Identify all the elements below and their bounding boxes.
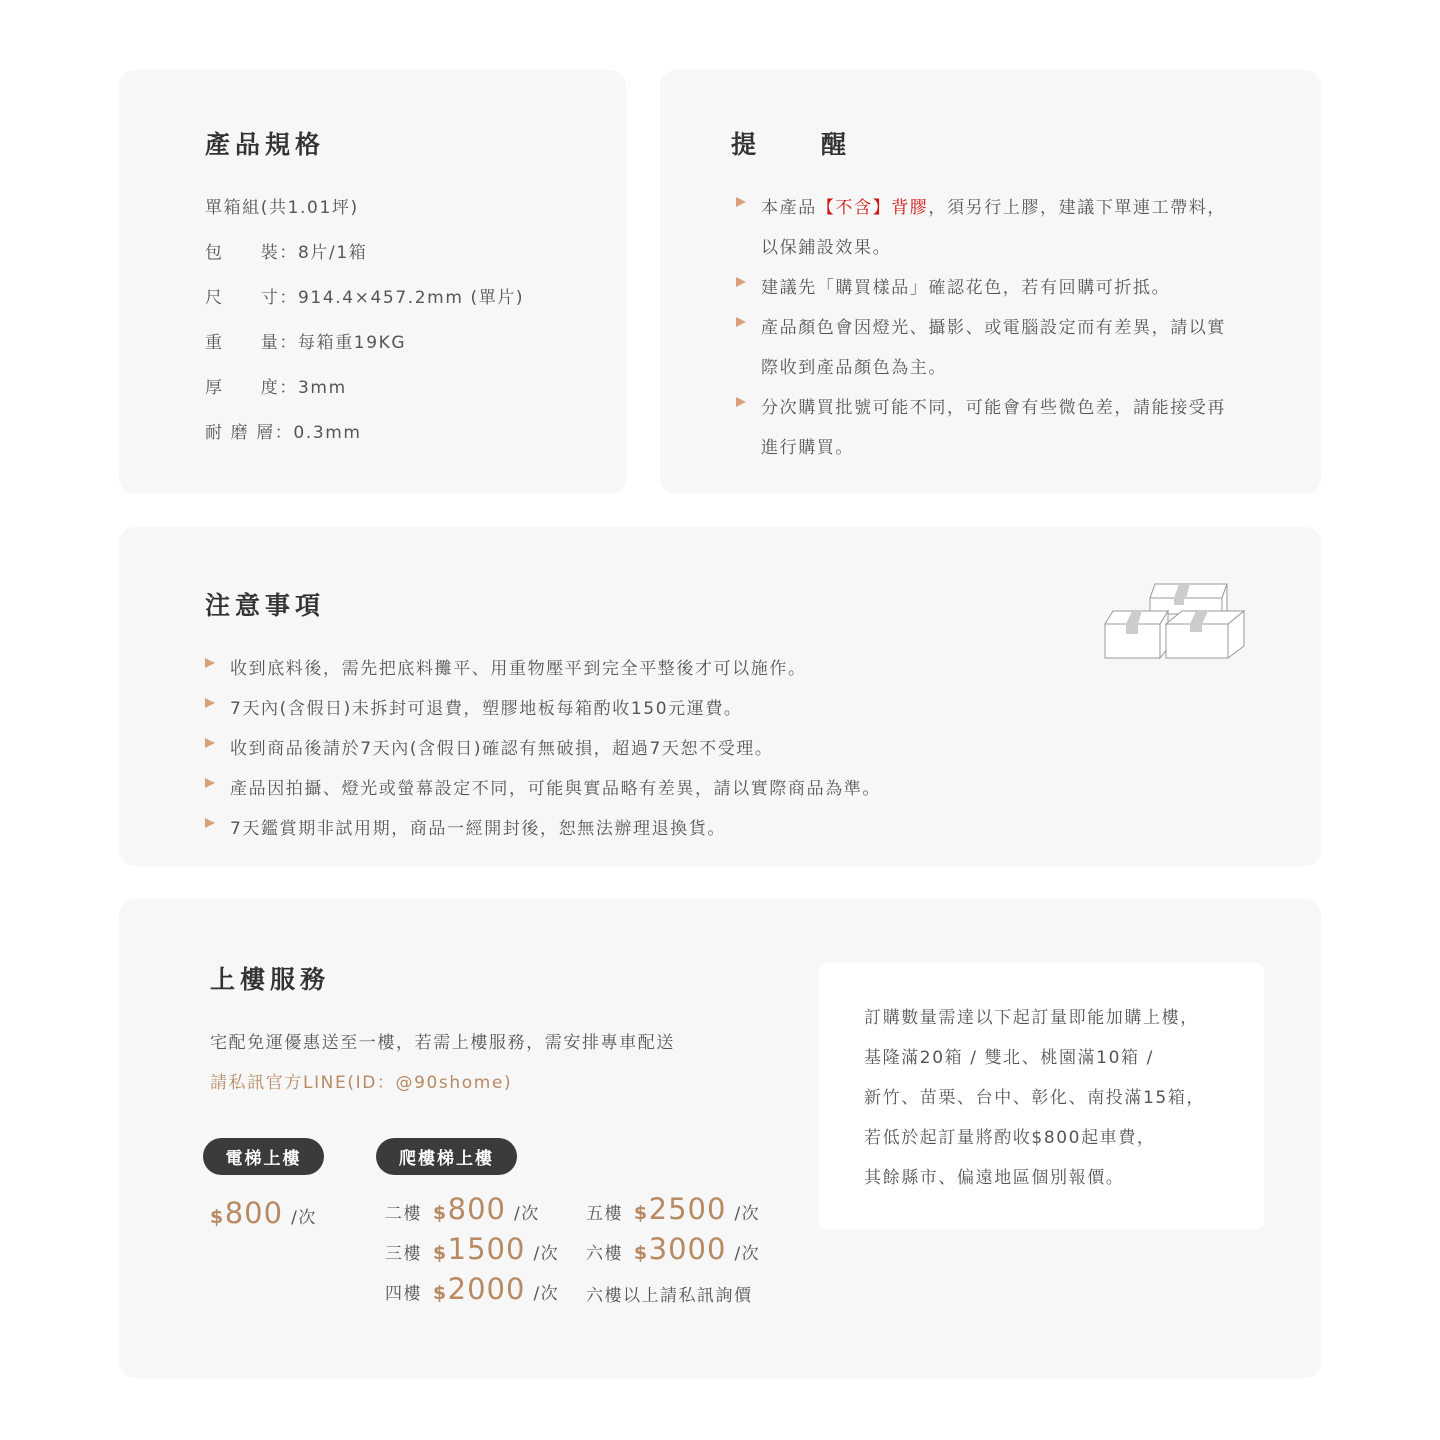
stairs-price-row: 三樓 $1500 /次 bbox=[385, 1232, 560, 1266]
stairs-label: 爬樓梯上樓 bbox=[376, 1138, 517, 1175]
spec-set: 單箱組(共1.01坪) bbox=[205, 198, 359, 218]
stairs-price-row: 六樓 $3000 /次 bbox=[586, 1232, 761, 1266]
reminder-item-color: 產品顏色會因燈光、攝影、或電腦設定而有差異，請以實 bbox=[761, 313, 1226, 338]
triangle-bullet-icon bbox=[205, 818, 215, 828]
triangle-bullet-icon bbox=[736, 397, 746, 407]
warning-text: 【不含】背膠 bbox=[816, 198, 929, 218]
reminder-title: 提 醒 bbox=[731, 130, 852, 159]
upstairs-service-card bbox=[119, 899, 1321, 1378]
upstairs-description: 宅配免運優惠送至一樓，若需上樓服務，需安排專車配送 bbox=[210, 1033, 675, 1053]
triangle-bullet-icon bbox=[736, 317, 746, 327]
reminder-item-batch: 分次購買批號可能不同，可能會有些微色差，請能接受再 bbox=[761, 393, 1226, 418]
elevator-label: 電梯上樓 bbox=[203, 1138, 324, 1175]
info-line: 基隆滿20箱 / 雙北、桃園滿10箱 / bbox=[864, 1048, 1154, 1068]
triangle-bullet-icon bbox=[205, 778, 215, 788]
notice-title: 注意事項 bbox=[205, 591, 326, 620]
stairs-price-row: 二樓 $800 /次 bbox=[385, 1192, 540, 1226]
notice-item: 收到商品後請於7天內(含假日)確認有無破損，超過7天恕不受理。 bbox=[230, 734, 774, 759]
product-spec-title: 產品規格 bbox=[205, 130, 326, 159]
triangle-bullet-icon bbox=[205, 738, 215, 748]
notice-card bbox=[119, 527, 1321, 866]
boxes-icon bbox=[1104, 580, 1246, 660]
triangle-bullet-icon bbox=[205, 698, 215, 708]
elevator-price: $800 /次 bbox=[210, 1196, 317, 1230]
info-line: 新竹、苗栗、台中、彰化、南投滿15箱， bbox=[864, 1088, 1206, 1108]
info-line: 若低於起訂量將酌收$800起車費， bbox=[864, 1128, 1156, 1148]
spec-thickness: 厚 度：3mm bbox=[205, 378, 347, 398]
reminder-item-batch-cont: 進行購買。 bbox=[761, 438, 854, 458]
notice-item: 收到底料後，需先把底料攤平、用重物壓平到完全平整後才可以施作。 bbox=[230, 654, 807, 679]
product-spec-card bbox=[119, 70, 626, 494]
reminder-item-adhesive-cont: 以保鋪設效果。 bbox=[761, 238, 892, 258]
line-contact-text: 請私訊官方LINE(ID：@90shome) bbox=[210, 1073, 513, 1093]
upstairs-title: 上樓服務 bbox=[210, 965, 331, 994]
spec-package: 包 裝：8片/1箱 bbox=[205, 243, 368, 263]
reminder-item-color-cont: 際收到產品顏色為主。 bbox=[761, 358, 947, 378]
stairs-price-row: 四樓 $2000 /次 bbox=[385, 1272, 560, 1306]
spec-size: 尺 寸：914.4×457.2mm (單片) bbox=[205, 288, 525, 308]
stairs-above-six-note: 六樓以上請私訊詢價 bbox=[586, 1286, 753, 1306]
triangle-bullet-icon bbox=[205, 658, 215, 668]
notice-item: 7天內(含假日)未拆封可退費，塑膠地板每箱酌收150元運費。 bbox=[230, 694, 743, 719]
triangle-bullet-icon bbox=[736, 197, 746, 207]
triangle-bullet-icon bbox=[736, 277, 746, 287]
spec-wear-layer: 耐 磨 層：0.3mm bbox=[205, 423, 362, 443]
reminder-card bbox=[660, 70, 1321, 494]
reminder-item-sample: 建議先「購買樣品」確認花色，若有回購可折抵。 bbox=[761, 273, 1170, 298]
reminder-item-adhesive: 本產品【不含】背膠，須另行上膠，建議下單連工帶料， bbox=[761, 193, 1226, 218]
info-line: 其餘縣市、偏遠地區個別報價。 bbox=[864, 1168, 1125, 1188]
spec-weight: 重 量：每箱重19KG bbox=[205, 333, 407, 353]
stairs-price-row: 五樓 $2500 /次 bbox=[586, 1192, 761, 1226]
minimum-order-info-box bbox=[819, 963, 1264, 1230]
notice-item: 產品因拍攝、燈光或螢幕設定不同，可能與實品略有差異，請以實際商品為準。 bbox=[230, 774, 881, 799]
info-line: 訂購數量需達以下起訂量即能加購上樓， bbox=[864, 1008, 1199, 1028]
notice-item: 7天鑑賞期非試用期，商品一經開封後，恕無法辦理退換貨。 bbox=[230, 814, 726, 839]
